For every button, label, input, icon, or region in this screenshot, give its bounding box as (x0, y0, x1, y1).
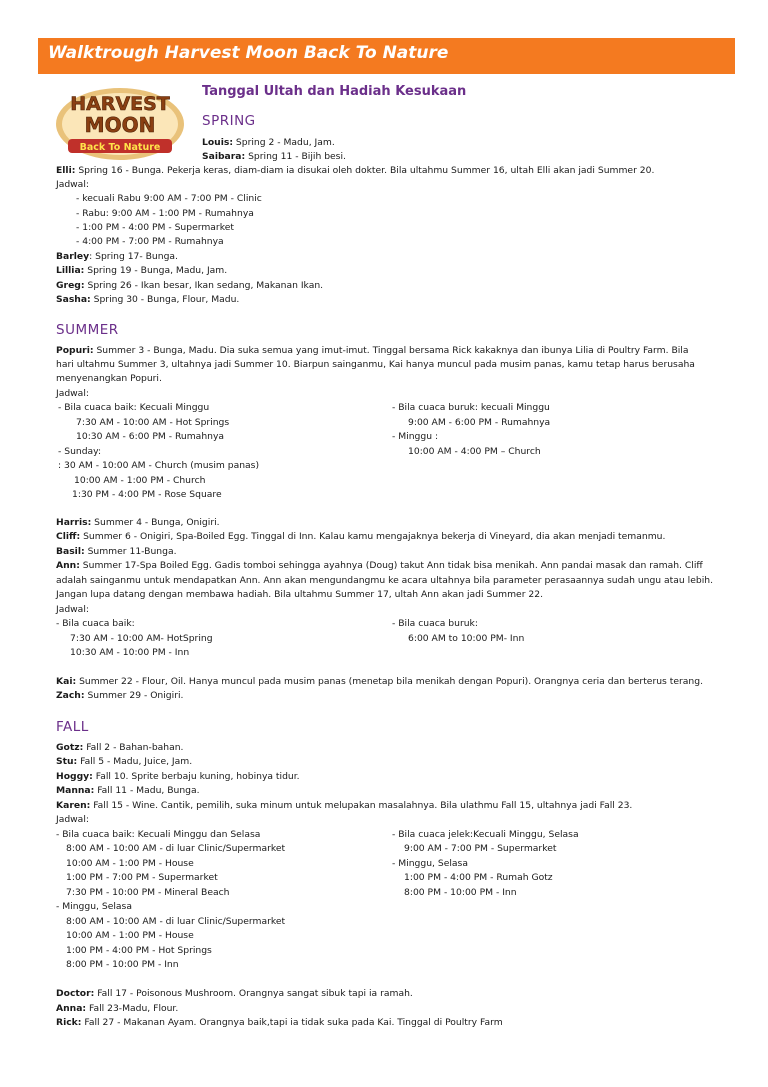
entry-greg: Greg: Spring 26 - Ikan besar, Ikan sedang, Makanan Ikan. (56, 280, 324, 291)
entry-harris: Harris: Summer 4 - Bunga, Onigiri. (56, 517, 220, 528)
name-rick: Rick: (56, 1017, 82, 1028)
name-basil: Basil: (56, 546, 85, 557)
schedule-line: 10:00 AM - 4:00 PM – Church (408, 446, 541, 457)
jadwal-label: Jadwal: (56, 388, 89, 399)
name-louis: Louis: (202, 137, 233, 148)
entry-ann-line2: adalah sainganmu untuk mendapatkan Ann. Ann akan mengundangmu ke acara ultahnya bila parameter perasaannya sudah ungu atau lebih. (56, 575, 713, 586)
schedule-line: 10:00 AM - 1:00 PM - House (66, 858, 194, 869)
name-lillia: Lillia: (56, 265, 85, 276)
schedule-line: 7:30 PM - 10:00 PM - Mineral Beach (66, 887, 230, 898)
schedule-line: : 30 AM - 10:00 AM - Church (musim panas) (58, 460, 260, 471)
schedule-line: 1:00 PM - 4:00 PM - Hot Springs (66, 945, 212, 956)
schedule-line: - Minggu, Selasa (392, 858, 468, 869)
schedule-line: 10:30 AM - 10:00 PM - Inn (70, 647, 190, 658)
name-harris: Harris: (56, 517, 92, 528)
name-hoggy: Hoggy: (56, 771, 93, 782)
name-barley: Barley (56, 251, 90, 262)
entry-karen: Karen: Fall 15 - Wine. Cantik, pemilih, suka minum untuk melupakan masalahnya. Bila ulathmu Fall 15, ultahnya jadi Fall 23. (56, 800, 633, 811)
entry-popuri: Popuri: Summer 3 - Bunga, Madu. Dia suka semua yang imut-imut. Tinggal bersama Rick kakaknya dan ibunya Lilia di Poultry Farm. Bila (56, 345, 689, 356)
schedule-line: 10:00 AM - 1:00 PM - House (66, 930, 194, 941)
name-stu: Stu: (56, 756, 78, 767)
name-popuri: Popuri: (56, 345, 94, 356)
logo-word-1: HARVEST (70, 93, 170, 115)
entry-doctor: Doctor: Fall 17 - Poisonous Mushroom. Orangnya sangat sibuk tapi ia ramah. (56, 988, 413, 999)
entry-louis: Louis: Spring 2 - Madu, Jam. (202, 137, 335, 148)
schedule-line: 1:00 PM - 4:00 PM - Rumah Gotz (404, 872, 553, 883)
schedule-line: 8:00 PM - 10:00 PM - Inn (404, 887, 517, 898)
schedule-line: - Sunday: (58, 446, 102, 457)
section-heading-fall: FALL (56, 719, 89, 735)
jadwal-label: Jadwal: (56, 814, 89, 825)
section-heading-spring: SPRING (202, 113, 256, 129)
entry-anna: Anna: Fall 23-Madu, Flour. (56, 1003, 179, 1014)
logo-word-2: MOON (84, 113, 156, 137)
logo-graphic (52, 80, 188, 162)
page-title: Walktrough Harvest Moon Back To Nature (48, 43, 449, 63)
entry-manna: Manna: Fall 11 - Madu, Bunga. (56, 785, 200, 796)
entry-ann: Ann: Summer 17-Spa Boiled Egg. Gadis tomboi sehingga ayahnya (Doug) takut Ann tidak bisa menikah. Ann pandai masak dan ramah. Cliff (56, 560, 703, 571)
schedule-line: - Bila cuaca baik: Kecuali Minggu dan Selasa (56, 829, 261, 840)
schedule-line: 9:00 AM - 6:00 PM - Rumahnya (408, 417, 551, 428)
entry-lillia: Lillia: Spring 19 - Bunga, Madu, Jam. (56, 265, 228, 276)
entry-hoggy: Hoggy: Fall 10. Sprite berbaju kuning, hobinya tidur. (56, 771, 300, 782)
schedule-line: - Bila cuaca baik: (56, 618, 135, 629)
entry-rick: Rick: Fall 27 - Makanan Ayam. Orangnya baik,tapi ia tidak suka pada Kai. Tinggal di Poultry Farm (56, 1017, 503, 1028)
schedule-line: - Bila cuaca buruk: kecuali Minggu (392, 402, 550, 413)
section-heading-summer: SUMMER (56, 322, 119, 338)
entry-elli: Elli: Spring 16 - Bunga. Pekerja keras, diam-diam ia disukai oleh dokter. Bila ultahmu Summer 16, ultah Elli akan jadi Summer 20. (56, 165, 655, 176)
entry-stu: Stu: Fall 5 - Madu, Juice, Jam. (56, 756, 193, 767)
schedule-line: - Minggu, Selasa (56, 901, 132, 912)
schedule-line: - 4:00 PM - 7:00 PM - Rumahnya (76, 236, 224, 247)
name-saibara: Saibara: (202, 151, 246, 162)
entry-popuri-line3: menyenangkan Popuri. (56, 373, 162, 384)
entry-barley: Barley: Spring 17- Bunga. (56, 251, 178, 262)
name-sasha: Sasha: (56, 294, 91, 305)
schedule-line: 8:00 AM - 10:00 AM - di luar Clinic/Supermarket (66, 916, 286, 927)
entry-cliff: Cliff: Summer 6 - Onigiri, Spa-Boiled Egg. Tinggal di Inn. Kalau kamu mengajaknya bekerja di Vineyard, dia akan menjadi temanmu. (56, 531, 666, 542)
schedule-line: - Bila cuaca jelek:Kecuali Minggu, Selasa (392, 829, 579, 840)
schedule-line: - Bila cuaca buruk: (392, 618, 478, 629)
schedule-line: 10:30 AM - 6:00 PM - Rumahnya (76, 431, 225, 442)
name-karen: Karen: (56, 800, 91, 811)
schedule-line: 1:30 PM - 4:00 PM - Rose Square (72, 489, 222, 500)
logo-word-3: Back To Nature (79, 142, 161, 153)
entry-popuri-line2: hari ultahmu Summer 3, ultahnya jadi Summer 10. Biarpun sainganmu, Kai hanya muncul pada musim panas, kamu tetap harus berusaha (56, 359, 695, 370)
name-zach: Zach: (56, 690, 85, 701)
schedule-line: 10:00 AM - 1:00 PM - Church (74, 475, 206, 486)
name-kai: Kai: (56, 676, 77, 687)
schedule-line: - 1:00 PM - 4:00 PM - Supermarket (76, 222, 234, 233)
schedule-line: 1:00 PM - 7:00 PM - Supermarket (66, 872, 218, 883)
entry-kai: Kai: Summer 22 - Flour, Oil. Hanya muncul pada musim panas (menetap bila menikah dengan Popuri). Orangnya ceria dan berterus terang. (56, 676, 704, 687)
name-manna: Manna: (56, 785, 95, 796)
schedule-line: - Bila cuaca baik: Kecuali Minggu (58, 402, 210, 413)
schedule-line: - Rabu: 9:00 AM - 1:00 PM - Rumahnya (76, 208, 254, 219)
name-greg: Greg: (56, 280, 85, 291)
entry-basil: Basil: Summer 11-Bunga. (56, 546, 177, 557)
entry-zach: Zach: Summer 29 - Onigiri. (56, 690, 184, 701)
name-doctor: Doctor: (56, 988, 95, 999)
name-cliff: Cliff: (56, 531, 81, 542)
schedule-line: - Minggu : (392, 431, 439, 442)
entry-saibara: Saibara: Spring 11 - Bijih besi. (202, 151, 346, 162)
name-ann: Ann: (56, 560, 80, 571)
entry-sasha: Sasha: Spring 30 - Bunga, Flour, Madu. (56, 294, 240, 305)
jadwal-label: Jadwal: (56, 604, 89, 615)
schedule-line: 7:30 AM - 10:00 AM- HotSpring (70, 633, 213, 644)
schedule-line: 9:00 AM - 7:00 PM - Supermarket (404, 843, 557, 854)
subtitle: Tanggal Ultah dan Hadiah Kesukaan (202, 84, 467, 99)
schedule-line: 8:00 AM - 10:00 AM - di luar Clinic/Supermarket (66, 843, 286, 854)
entry-gotz: Gotz: Fall 2 - Bahan-bahan. (56, 742, 184, 753)
entry-ann-line3: Jangan lupa datang dengan membawa hadiah. Bila ultahmu Summer 17, ultah Ann akan jadi Summer 22. (56, 589, 544, 600)
title-banner (38, 38, 735, 74)
schedule-line: 7:30 AM - 10:00 AM - Hot Springs (76, 417, 230, 428)
name-anna: Anna: (56, 1003, 87, 1014)
schedule-line: 6:00 AM to 10:00 PM- Inn (408, 633, 525, 644)
harvest-moon-logo (52, 80, 188, 162)
name-gotz: Gotz: (56, 742, 84, 753)
name-elli: Elli: (56, 165, 76, 176)
schedule-line: 8:00 PM - 10:00 PM - Inn (66, 959, 179, 970)
schedule-line: - kecuali Rabu 9:00 AM - 7:00 PM - Clinic (76, 193, 262, 204)
jadwal-label: Jadwal: (56, 179, 89, 190)
